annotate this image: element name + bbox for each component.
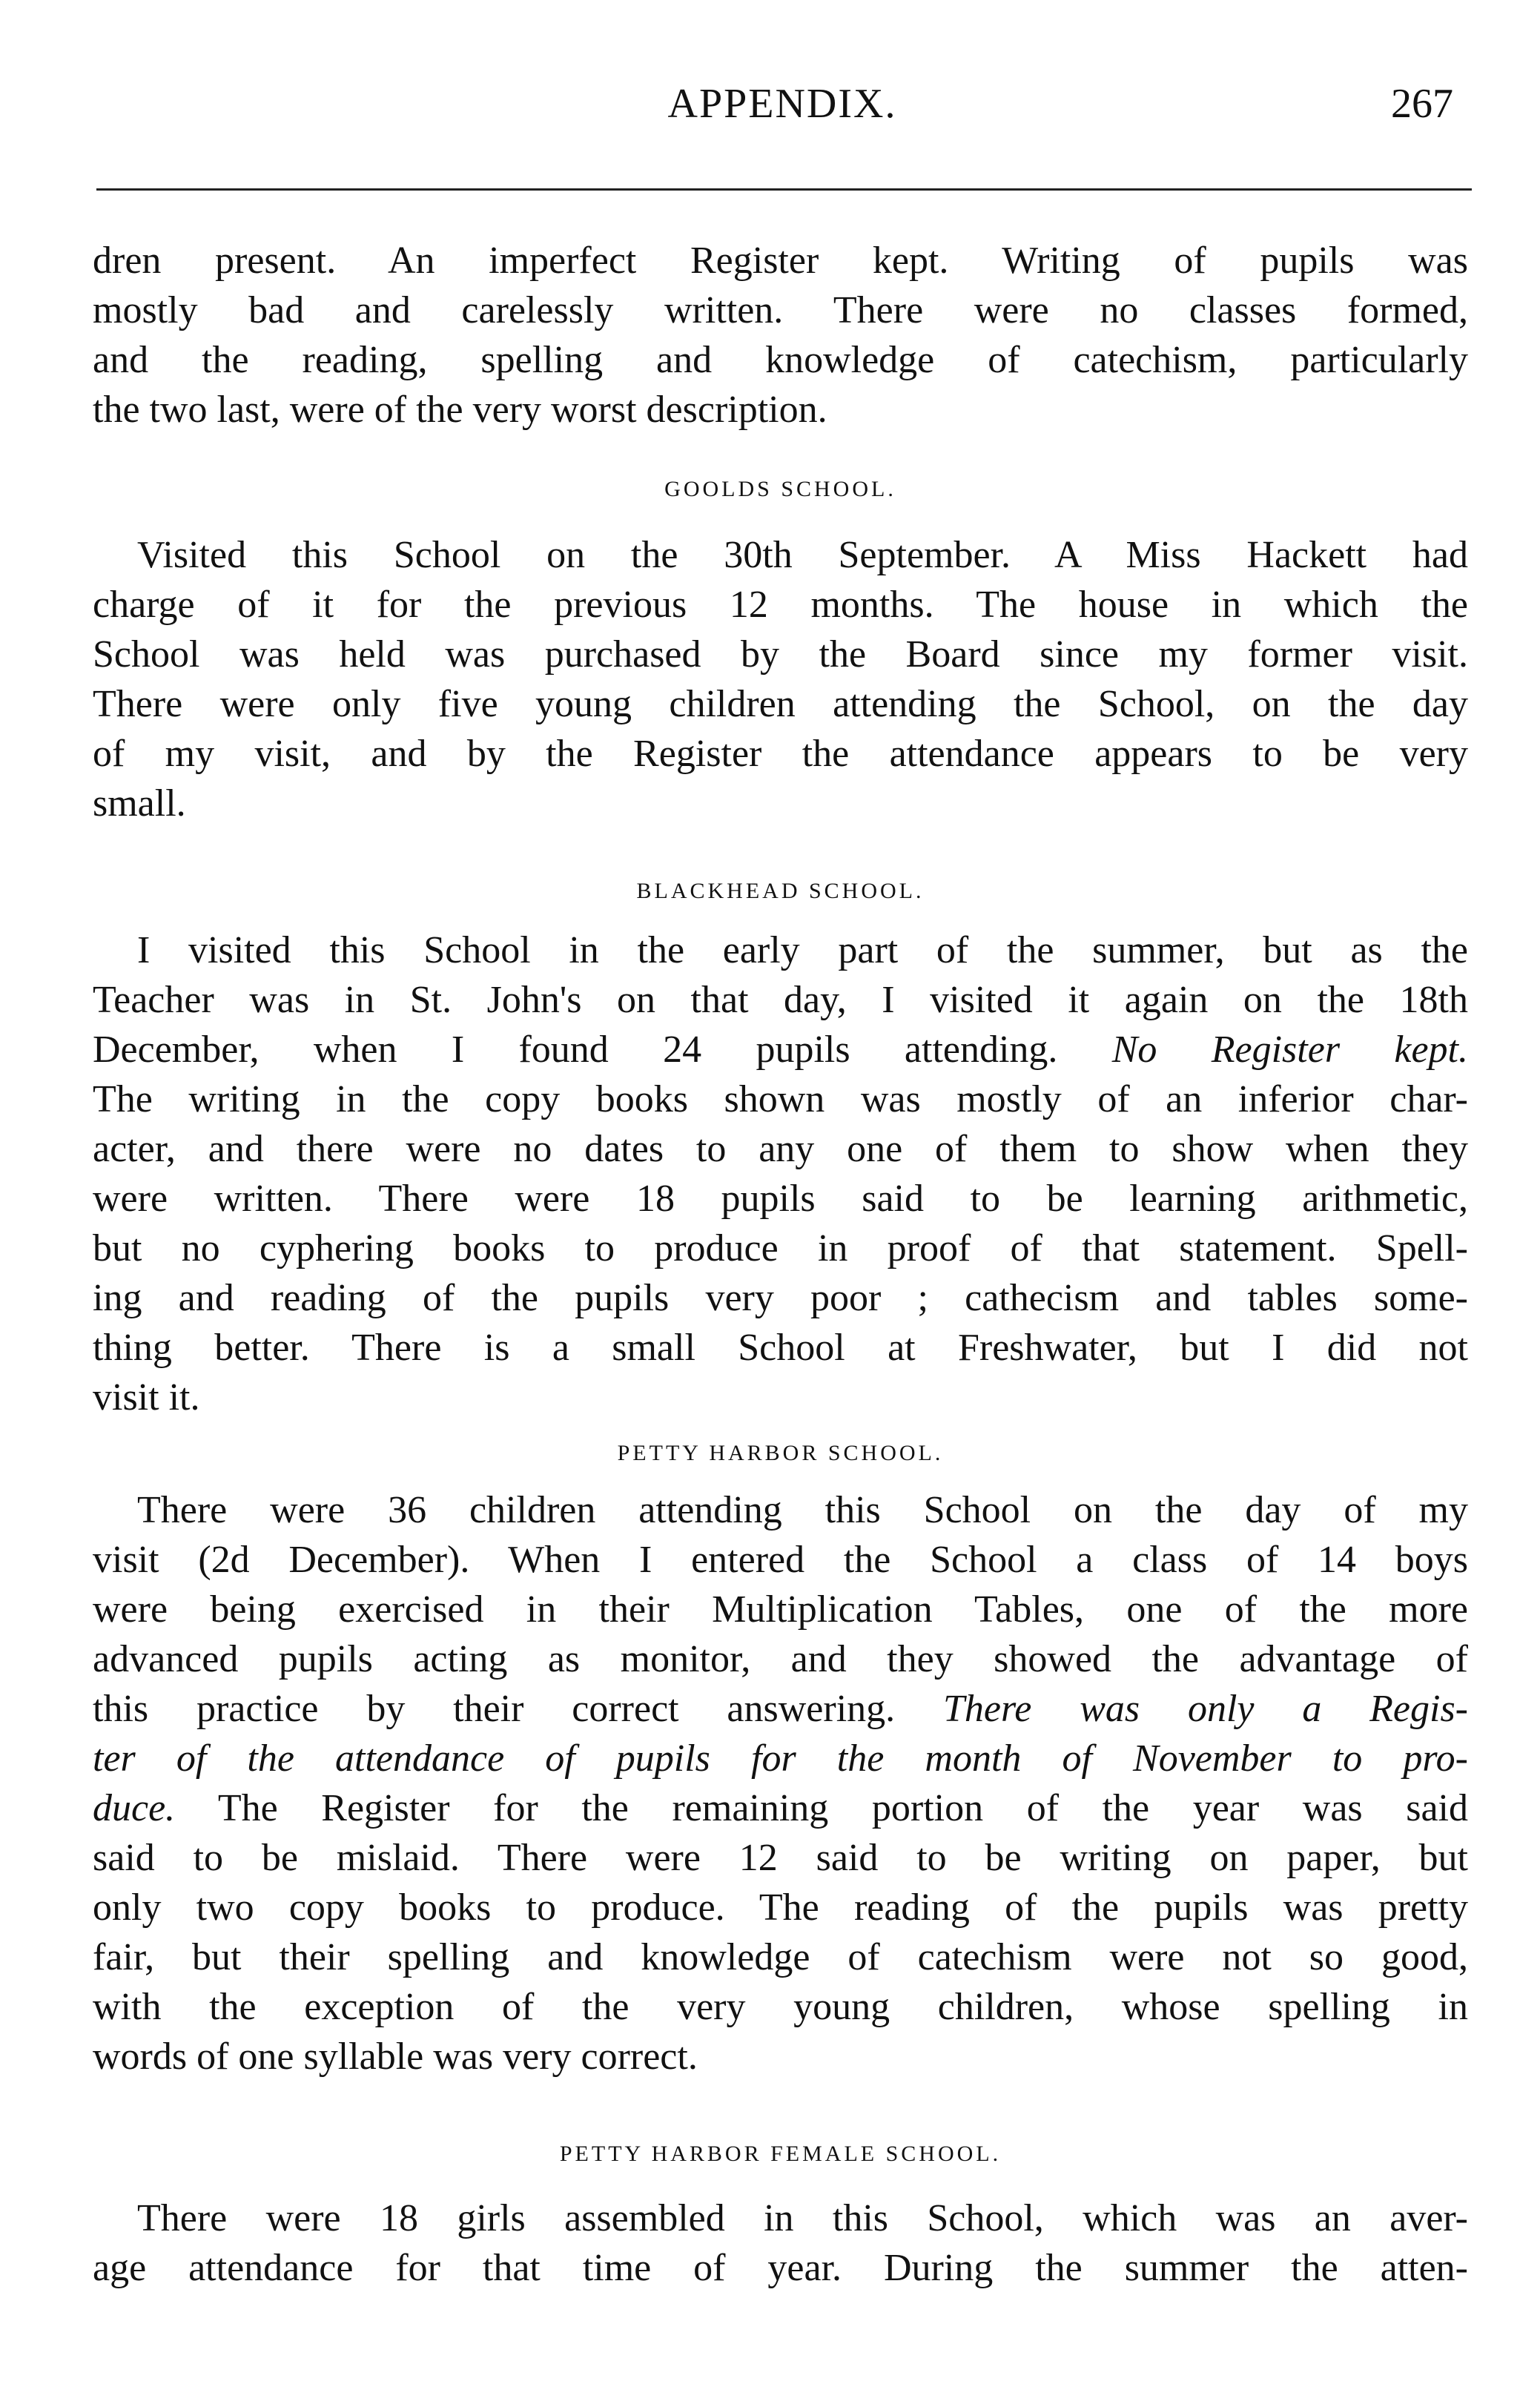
- text-run: this practice by their correct answering.: [93, 1688, 896, 1730]
- text-line: with the exception of the very young children, whose spelling in: [93, 1986, 1468, 2028]
- text-line: dren present. An imperfect Register kept. Writing of pupils was: [93, 240, 1468, 282]
- section-heading-goolds: GOOLDS SCHOOL.: [664, 477, 896, 501]
- running-title: APPENDIX.: [667, 81, 897, 127]
- section-heading-petty-harbor-female: PETTY HARBOR FEMALE SCHOOL.: [559, 2142, 1002, 2166]
- text-line: small.: [93, 782, 186, 825]
- text-line: There were only five young children attending the School, on the day: [93, 683, 1468, 725]
- text-line: visit (2d December). When I entered the School a class of 14 boys: [93, 1539, 1468, 1581]
- text-line: visit it.: [93, 1376, 200, 1419]
- text-line: There were 36 children attending this School on the day of my: [137, 1489, 1468, 1531]
- header-rule: [96, 188, 1472, 191]
- text-line: School was held was purchased by the Board since my former visit.: [93, 633, 1468, 676]
- text-line: advanced pupils acting as monitor, and they showed the advantage of: [93, 1638, 1468, 1680]
- text-run: The Register for the remaining portion of the year was said: [217, 1787, 1469, 1829]
- text-line: [93, 1025, 1468, 1074]
- paragraph-blackhead: [93, 925, 1468, 1422]
- paragraph-goolds: [93, 530, 1468, 828]
- text-line: age attendance for that time of year. During the summer the atten-: [93, 2247, 1468, 2289]
- section-heading-blackhead: BLACKHEAD SCHOOL.: [636, 879, 925, 903]
- text-line: and the reading, spelling and knowledge of catechism, particularly: [93, 339, 1468, 381]
- text-line: I visited this School in the early part of the summer, but as the: [137, 929, 1468, 971]
- text-line: ing and reading of the pupils very poor ; cathecism and tables some-: [93, 1277, 1468, 1319]
- text-line: thing better. There is a small School at Freshwater, but I did not: [93, 1327, 1468, 1369]
- paragraph-petty-harbor-female: [93, 2193, 1468, 2293]
- text-line: There were 18 girls assembled in this School, which was an aver-: [137, 2197, 1468, 2239]
- text-line: mostly bad and carelessly written. There were no classes formed,: [93, 289, 1468, 331]
- text-line: [93, 1783, 1468, 1833]
- emphasis-text: No Register kept.: [1111, 1028, 1468, 1071]
- text-line: The writing in the copy books shown was mostly of an inferior char-: [93, 1078, 1468, 1120]
- text-line: the two last, were of the very worst description.: [93, 389, 827, 431]
- paragraph-petty-harbor: [93, 1485, 1468, 2081]
- text-line: Teacher was in St. John's on that day, I visited it again on the 18th: [93, 979, 1468, 1021]
- text-line: only two copy books to produce. The reading of the pupils was pretty: [93, 1886, 1468, 1929]
- text-line: Visited this School on the 30th September. A Miss Hackett had: [137, 534, 1468, 576]
- text-line: acter, and there were no dates to any one of them to show when they: [93, 1128, 1468, 1170]
- section-heading-petty-harbor: PETTY HARBOR SCHOOL.: [617, 1441, 944, 1465]
- text-line: were written. There were 18 pupils said to be learning arithmetic,: [93, 1178, 1468, 1220]
- paragraph-continued: [93, 236, 1468, 435]
- text-line: charge of it for the previous 12 months. The house in which the: [93, 584, 1468, 626]
- running-head: [96, 78, 1468, 130]
- text-line: were being exercised in their Multiplication Tables, one of the more: [93, 1588, 1468, 1631]
- page-number: 267: [1391, 81, 1453, 127]
- text-run: December, when I found 24 pupils attending.: [93, 1028, 1058, 1071]
- text-line: of my visit, and by the Register the attendance appears to be very: [93, 733, 1468, 775]
- text-line: fair, but their spelling and knowledge of catechism were not so good,: [93, 1936, 1468, 1978]
- emphasis-line: ter of the attendance of pupils for the month of November to pro-: [93, 1737, 1468, 1780]
- emphasis-text: There was only a Regis-: [943, 1688, 1469, 1730]
- text-line: [93, 1684, 1468, 1734]
- text-line: words of one syllable was very correct.: [93, 2035, 698, 2078]
- emphasis-text: duce.: [93, 1787, 176, 1829]
- text-line: but no cyphering books to produce in proof of that statement. Spell-: [93, 1227, 1468, 1269]
- text-line: said to be mislaid. There were 12 said to be writing on paper, but: [93, 1837, 1468, 1879]
